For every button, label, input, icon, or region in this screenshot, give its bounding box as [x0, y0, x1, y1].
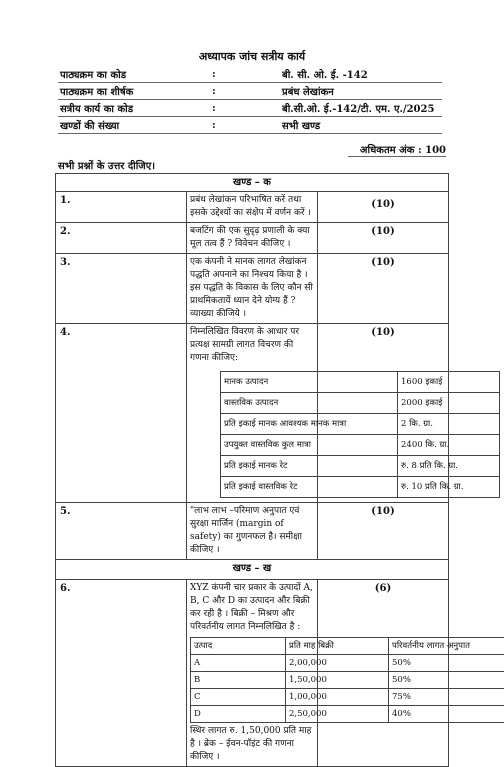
question-row	[56, 254, 449, 324]
table-cell: 1,50,000	[286, 672, 389, 689]
table-cell: उपयुक्त वास्तविक कुल मात्रा	[221, 435, 398, 456]
meta-row	[58, 117, 442, 134]
question-row	[56, 223, 449, 254]
question-cell	[187, 324, 318, 503]
meta-colon: :	[210, 66, 280, 83]
meta-label: पाठ्यक्रम का कोड	[58, 66, 210, 83]
table-cell: A	[191, 655, 286, 672]
question-text: एक कंपनी ने मानक लागत लेखांकन पद्धति अपनाने का निश्चय किया है । इस पद्धति के विकास के लिए कौन सी प्राथमिकतायें ध्यान देने योग्य हैं ? व्याख्या कीजिये ।	[187, 254, 318, 324]
max-marks-underline	[348, 156, 446, 157]
question-marks: (10)	[318, 223, 449, 254]
section-b-title: खण्ड – ख	[56, 560, 449, 580]
table-cell: वास्तविक उत्पादन	[221, 393, 398, 414]
question-row	[56, 324, 449, 503]
question-text: निम्नलिखित विवरण के आधार पर प्रत्यक्ष सामग्री लागत विचरण की गणना कीजिए:	[190, 326, 314, 365]
question-marks: (10)	[318, 254, 449, 324]
table-cell: 2000 इकाई	[398, 393, 500, 414]
meta-value: बी.सी.ओ. ई.-142/टी. एम. ए./2025	[280, 100, 442, 117]
meta-label: खण्डों की संख्या	[58, 117, 210, 134]
table-cell: 2,50,000	[286, 706, 389, 723]
table-cell: 50%	[389, 672, 504, 689]
table-cell: 50%	[389, 655, 504, 672]
table-cell: C	[191, 689, 286, 706]
table-cell: 1,00,000	[286, 689, 389, 706]
meta-colon: :	[210, 83, 280, 100]
meta-value: सभी खण्ड	[280, 117, 442, 134]
question-number: 1.	[56, 192, 187, 223]
course-meta-table	[58, 66, 442, 134]
question-marks: (10)	[318, 503, 449, 560]
meta-row	[58, 66, 442, 83]
question-marks: (6)	[318, 580, 449, 767]
table-cell: मानक उत्पादन	[221, 372, 398, 393]
table-header: उत्पाद	[191, 638, 286, 655]
section-header-row	[56, 560, 449, 580]
table-cell: रु. 10 प्रति कि. ग्रा.	[398, 477, 500, 498]
table-cell: 2,00,000	[286, 655, 389, 672]
meta-label: पाठ्यक्रम का शीर्षक	[58, 83, 210, 100]
meta-label: सत्रीय कार्य का कोड	[58, 100, 210, 117]
table-cell: प्रति इकाई वास्तविक रेट	[221, 477, 398, 498]
table-cell: 2400 कि. ग्रा.	[398, 435, 500, 456]
meta-colon: :	[210, 117, 280, 134]
question-row	[56, 192, 449, 223]
question-row	[56, 503, 449, 560]
question-marks: (10)	[318, 324, 449, 503]
question-number: 2.	[56, 223, 187, 254]
meta-colon: :	[210, 100, 280, 117]
question-text: प्रबंध लेखांकन परिभाषित करें तथा इसके उद्देश्यों का संक्षेप में वर्णन करें ।	[187, 192, 318, 223]
question-row	[56, 580, 449, 767]
question-number: 5.	[56, 503, 187, 560]
table-header: परिवर्तनीय लागत अनुपात	[389, 638, 504, 655]
table-cell: 1600 इकाई	[398, 372, 500, 393]
meta-value: बी. सी. ओ. ई. -142	[280, 66, 442, 83]
question-text: "लाभ लाभ –परिमाण अनुपात एवं सुरक्षा मार्जिन (margin of safety) का गुणनफल है। समीक्षा कीजिए ।	[187, 503, 318, 560]
table-header: प्रति माह बिक्री	[286, 638, 389, 655]
question-marks: (10)	[318, 192, 449, 223]
meta-value: प्रबंध लेखांकन	[280, 83, 442, 100]
questions-table	[55, 173, 449, 767]
table-cell: प्रति इकाई मानक रेट	[221, 456, 398, 477]
table-cell: D	[191, 706, 286, 723]
max-marks: अधिकतम अंक : 100	[0, 142, 446, 156]
question-text: बजटिंग की एक सुदृढ़ प्रणाली के क्या मूल तत्व हैं ? विवेचन कीजिए ।	[187, 223, 318, 254]
page-title: अध्यापक जांच सत्रीय कार्य	[0, 49, 504, 64]
table-cell: 40%	[389, 706, 504, 723]
question-text: XYZ कंपनी चार प्रकार के उत्पादों A, B, C और D का उत्पादन और बिक्री कर रही है । बिक्री – मिश्रण और परिवर्तनीय लागत निम्नलिखित है :	[190, 582, 314, 634]
meta-row	[58, 83, 442, 100]
table-cell: 2 कि. ग्रा.	[398, 414, 500, 435]
meta-row	[58, 100, 442, 117]
table-cell: प्रति इकाई मानक आवश्यक मानक मात्रा	[221, 414, 398, 435]
section-a-title: खण्ड – क	[56, 174, 449, 192]
table-cell: रु. 8 प्रति कि. ग्रा.	[398, 456, 500, 477]
question-cell	[187, 580, 318, 767]
question-number: 4.	[56, 324, 187, 503]
table-cell: 75%	[389, 689, 504, 706]
question-number: 6.	[56, 580, 187, 767]
question-footer-text: स्थिर लागत रु. 1,50,000 प्रति माह है । ब्रेक – ईवन-पॉइंट की गणना कीजिए ।	[190, 725, 314, 764]
instruction-text: सभी प्रश्नों के उत्तर दीजिए।	[58, 158, 155, 172]
question-number: 3.	[56, 254, 187, 324]
section-header-row	[56, 174, 449, 192]
table-cell: B	[191, 672, 286, 689]
